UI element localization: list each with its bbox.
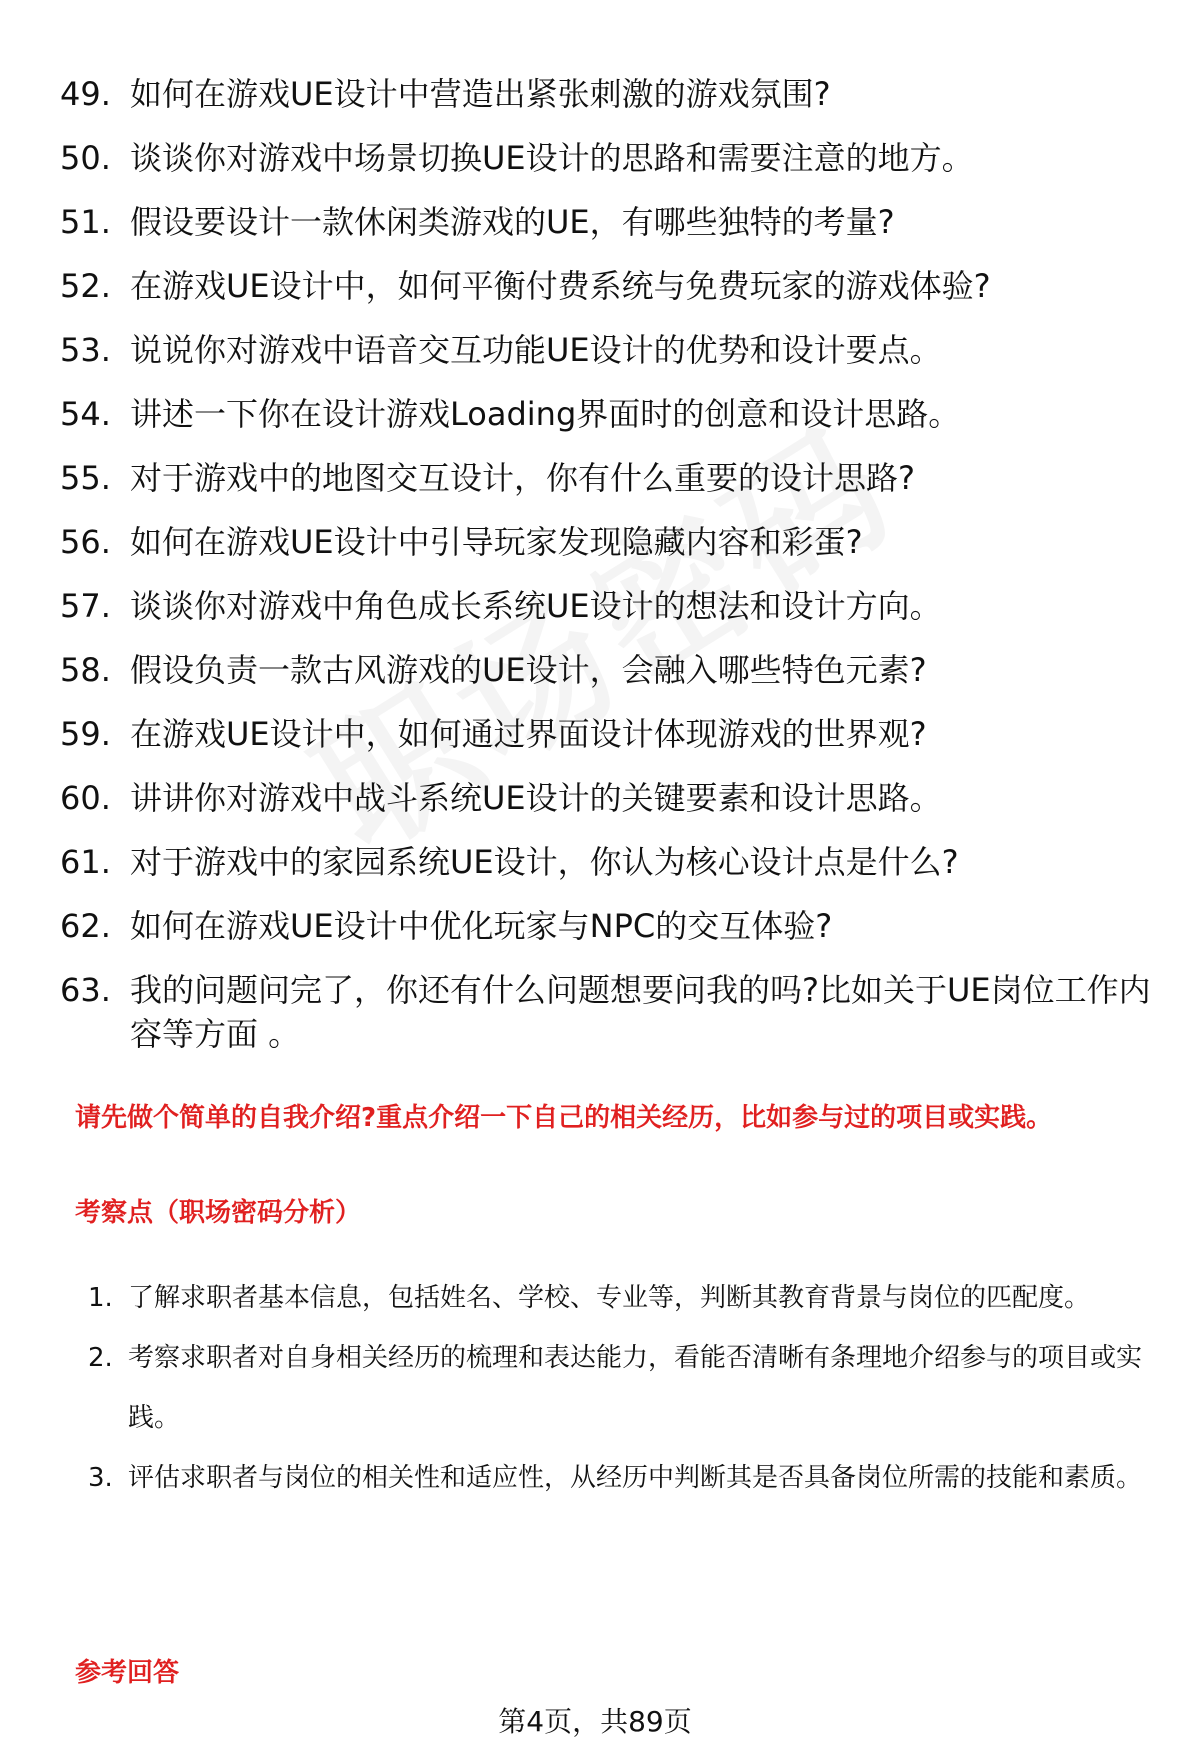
question-item — [60, 72, 1175, 116]
exam-points-list — [88, 1268, 1168, 1508]
question-item — [60, 968, 1175, 1056]
question-item — [60, 840, 1175, 884]
question-number: 56. — [60, 523, 111, 561]
question-text: 假设要设计一款休闲类游戏的UE，有哪些独特的考量? — [130, 203, 895, 241]
question-text: 如何在游戏UE设计中优化玩家与NPC的交互体验? — [130, 907, 833, 945]
question-text: 在游戏UE设计中，如何平衡付费系统与免费玩家的游戏体验? — [130, 267, 991, 305]
question-item — [60, 392, 1175, 436]
question-number: 53. — [60, 331, 111, 369]
question-item — [60, 648, 1175, 692]
intro-question-heading: 请先做个简单的自我介绍?重点介绍一下自己的相关经历，比如参与过的项目或实践。 — [75, 1103, 1053, 1133]
exam-point-text: 了解求职者基本信息，包括姓名、学校、专业等，判断其教育背景与岗位的匹配度。 — [128, 1283, 1091, 1313]
question-text: 如何在游戏UE设计中引导玩家发现隐藏内容和彩蛋? — [130, 523, 863, 561]
question-number: 61. — [60, 843, 111, 881]
question-number: 49. — [60, 75, 111, 113]
question-number: 51. — [60, 203, 111, 241]
question-text: 谈谈你对游戏中角色成长系统UE设计的想法和设计方向。 — [130, 587, 942, 625]
question-item — [60, 776, 1175, 820]
exam-point-item — [88, 1448, 1168, 1508]
question-number: 52. — [60, 267, 111, 305]
question-number: 62. — [60, 907, 111, 945]
exam-point-number: 3. — [88, 1463, 113, 1493]
question-number: 58. — [60, 651, 111, 689]
question-number: 55. — [60, 459, 111, 497]
question-item — [60, 264, 1175, 308]
question-number: 59. — [60, 715, 111, 753]
question-number: 63. — [60, 971, 111, 1009]
question-text: 说说你对游戏中语音交互功能UE设计的优势和设计要点。 — [130, 331, 942, 369]
question-item — [60, 904, 1175, 948]
question-text: 我的问题问完了，你还有什么问题想要问我的吗?比如关于UE岗位工作内容等方面 。 — [130, 971, 1151, 1053]
exam-point-item — [88, 1328, 1168, 1448]
question-number: 54. — [60, 395, 111, 433]
page-footer: 第4页，共89页 — [498, 1705, 692, 1738]
question-item — [60, 712, 1175, 756]
question-list — [60, 72, 1175, 1076]
exam-point-item — [88, 1268, 1168, 1328]
question-number: 57. — [60, 587, 111, 625]
question-item — [60, 136, 1175, 180]
exam-point-text: 评估求职者与岗位的相关性和适应性，从经历中判断其是否具备岗位所需的技能和素质。 — [128, 1463, 1143, 1493]
exam-point-text: 考察求职者对自身相关经历的梳理和表达能力，看能否清晰有条理地介绍参与的项目或实践。 — [128, 1343, 1143, 1433]
question-number: 50. — [60, 139, 111, 177]
exam-point-number: 1. — [88, 1283, 113, 1313]
question-text: 讲述一下你在设计游戏Loading界面时的创意和设计思路。 — [130, 395, 961, 433]
question-item — [60, 200, 1175, 244]
question-item — [60, 520, 1175, 564]
question-text: 假设负责一款古风游戏的UE设计，会融入哪些特色元素? — [130, 651, 927, 689]
question-number: 60. — [60, 779, 111, 817]
question-item — [60, 584, 1175, 628]
exam-point-number: 2. — [88, 1343, 113, 1373]
question-item — [60, 456, 1175, 500]
question-item — [60, 328, 1175, 372]
question-text: 对于游戏中的地图交互设计，你有什么重要的设计思路? — [130, 459, 915, 497]
question-text: 谈谈你对游戏中场景切换UE设计的思路和需要注意的地方。 — [130, 139, 974, 177]
reference-answer-heading: 参考回答 — [75, 1658, 180, 1688]
question-text: 在游戏UE设计中，如何通过界面设计体现游戏的世界观? — [130, 715, 927, 753]
question-text: 如何在游戏UE设计中营造出紧张刺激的游戏氛围? — [130, 75, 831, 113]
question-text: 讲讲你对游戏中战斗系统UE设计的关键要素和设计思路。 — [130, 779, 942, 817]
question-text: 对于游戏中的家园系统UE设计，你认为核心设计点是什么? — [130, 843, 959, 881]
exam-points-heading: 考察点（职场密码分析） — [75, 1198, 362, 1228]
